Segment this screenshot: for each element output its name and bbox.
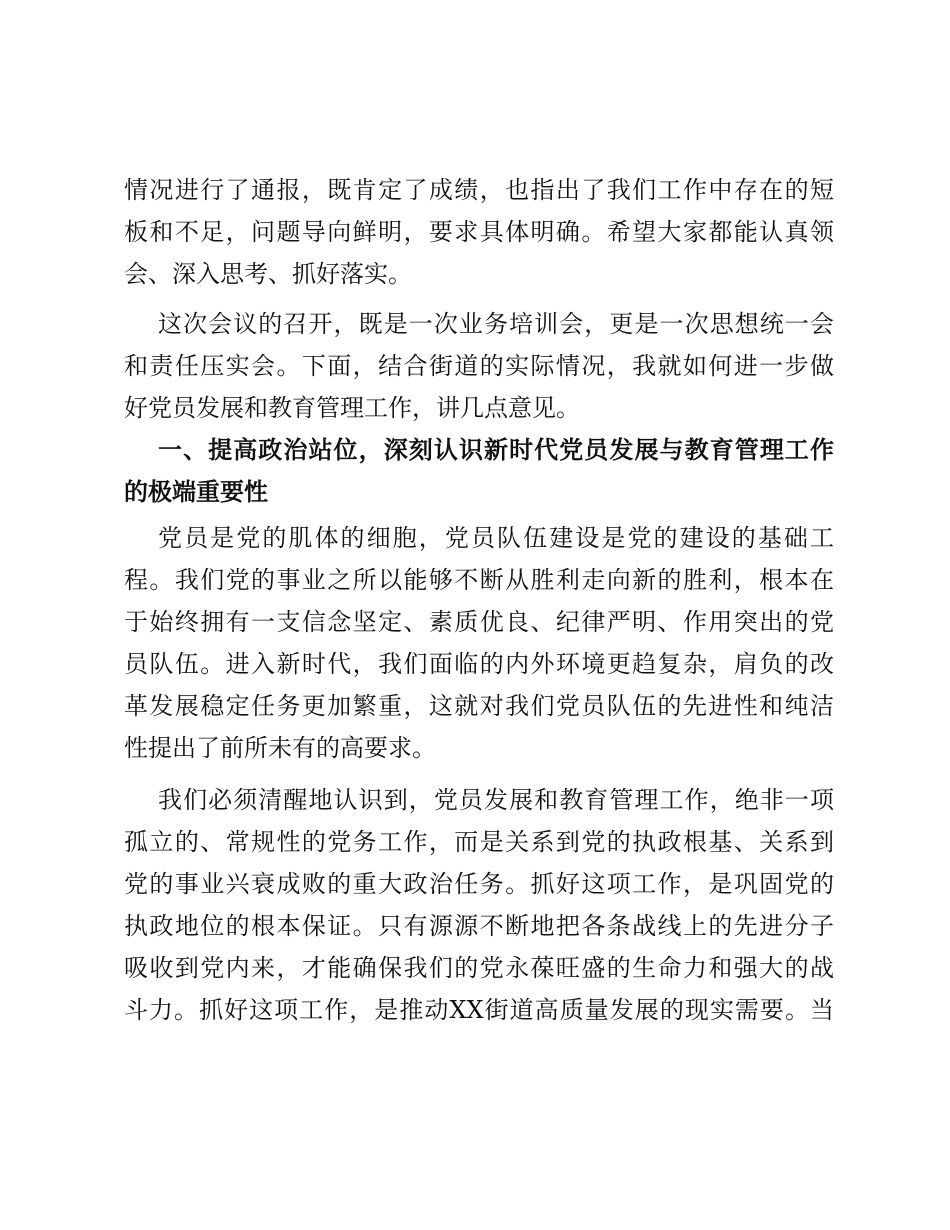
paragraph-line: 板和不足，问题导向鲜明，要求具体明确。希望大家都能认真领 <box>124 218 834 246</box>
paragraph-line: 这次会议的召开，既是一次业务培训会，更是一次思想统一会 <box>158 310 834 338</box>
paragraph-line: 吸收到党内来，才能确保我们的党永葆旺盛的生命力和强大的战 <box>124 954 834 982</box>
paragraph-line: 斗力。抓好这项工作，是推动XX街道高质量发展的现实需要。当 <box>124 996 834 1024</box>
section-heading-line: 的极端重要性 <box>124 478 268 506</box>
paragraph-line: 孤立的、常规性的党务工作，而是关系到党的执政根基、关系到 <box>124 828 834 856</box>
paragraph-line: 性提出了前所未有的高要求。 <box>124 734 436 762</box>
paragraph-line: 于始终拥有一支信念坚定、素质优良、纪律严明、作用突出的党 <box>124 608 834 636</box>
section-heading-line: 一、提高政治站位，深刻认识新时代党员发展与教育管理工作 <box>158 436 834 464</box>
paragraph-line: 程。我们党的事业之所以能够不断从胜利走向新的胜利，根本在 <box>124 566 834 594</box>
paragraph-line: 和责任压实会。下面，结合街道的实际情况，我就如何进一步做 <box>124 352 834 380</box>
paragraph-line: 会、深入思考、抓好落实。 <box>124 260 412 288</box>
paragraph-line: 党的事业兴衰成败的重大政治任务。抓好这项工作，是巩固党的 <box>124 870 834 898</box>
paragraph-line: 革发展稳定任务更加繁重，这就对我们党员队伍的先进性和纯洁 <box>124 692 834 720</box>
paragraph-line: 好党员发展和教育管理工作，讲几点意见。 <box>124 394 580 422</box>
paragraph-line: 员队伍。进入新时代，我们面临的内外环境更趋复杂，肩负的改 <box>124 650 834 678</box>
paragraph-line: 我们必须清醒地认识到，党员发展和教育管理工作，绝非一项 <box>158 786 834 814</box>
paragraph-line: 党员是党的肌体的细胞，党员队伍建设是党的建设的基础工 <box>158 524 834 552</box>
paragraph-line: 执政地位的根本保证。只有源源不断地把各条战线上的先进分子 <box>124 912 834 940</box>
paragraph-line: 情况进行了通报，既肯定了成绩，也指出了我们工作中存在的短 <box>124 176 834 204</box>
